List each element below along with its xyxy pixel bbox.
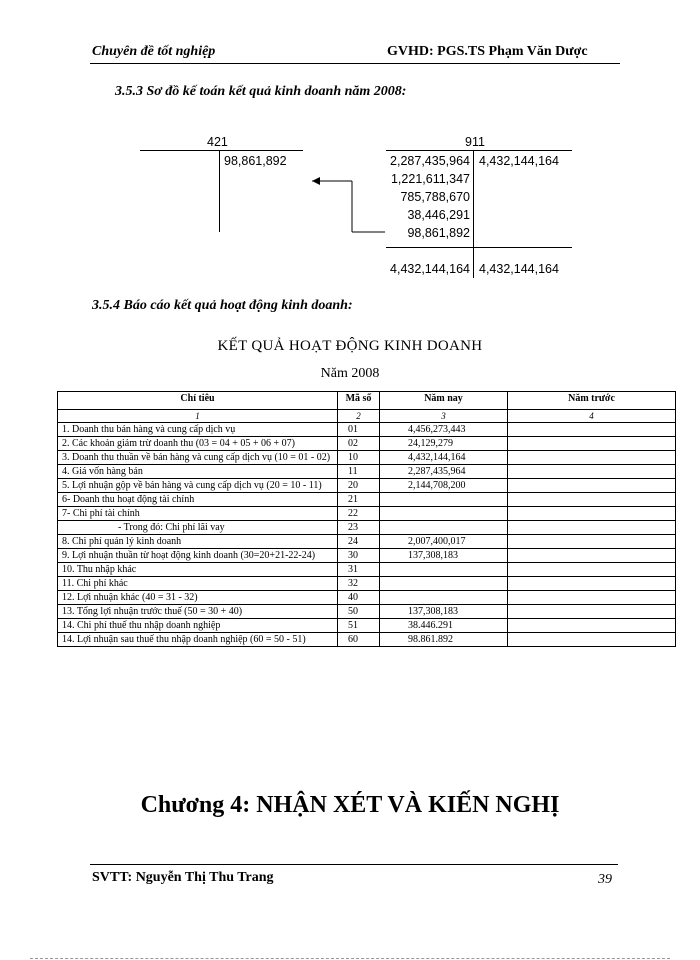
row-prior-year	[508, 633, 676, 647]
table-row	[58, 549, 676, 563]
table-row	[58, 521, 676, 535]
row-prior-year	[508, 465, 676, 479]
account-421-divider	[219, 150, 220, 232]
account-911-debit-total: 4,432,144,164	[390, 262, 470, 276]
col-header-code: Mã số	[338, 392, 380, 410]
row-prior-year	[508, 479, 676, 493]
row-code: 22	[338, 507, 380, 521]
col-header-current-year: Năm nay	[380, 392, 508, 410]
row-item: 14. Lợi nhuận sau thuế thu nhập doanh nghiệp (60 = 50 - 51)	[58, 633, 338, 647]
row-current-year: 38.446.291	[380, 619, 508, 633]
row-current-year: 4,432,144,164	[380, 451, 508, 465]
table-row	[58, 465, 676, 479]
table-row	[58, 493, 676, 507]
col-number: 3	[380, 410, 508, 423]
row-item: 10. Thu nhập khác	[58, 563, 338, 577]
row-item: 9. Lợi nhuận thuần từ hoạt động kinh doanh (30=20+21-22-24)	[58, 549, 338, 563]
row-code: 30	[338, 549, 380, 563]
table-row	[58, 437, 676, 451]
row-prior-year	[508, 577, 676, 591]
table-row	[58, 535, 676, 549]
row-item: 3. Doanh thu thuần về bán hàng và cung cấp dịch vụ (10 = 01 - 02)	[58, 451, 338, 465]
chapter-title: Chương 4: NHẬN XÉT VÀ KIẾN NGHỊ	[140, 792, 560, 818]
account-911-debit-3: 785,788,670	[400, 190, 470, 204]
row-code: 50	[338, 605, 380, 619]
account-421-credit: 98,861,892	[224, 154, 287, 168]
row-code: 60	[338, 633, 380, 647]
row-item: 7- Chi phí tài chính	[58, 507, 338, 521]
row-item: - Trong đó: Chi phí lãi vay	[58, 521, 338, 535]
col-header-prior-year: Năm trước	[508, 392, 676, 410]
section-354-heading: 3.5.4 Báo cáo kết quả hoạt động kinh doanh:	[92, 298, 353, 313]
income-statement-table	[57, 391, 676, 647]
table-row	[58, 479, 676, 493]
row-code: 32	[338, 577, 380, 591]
row-prior-year	[508, 535, 676, 549]
account-911-top-line	[386, 150, 572, 151]
row-code: 31	[338, 563, 380, 577]
table-row	[58, 423, 676, 437]
row-current-year: 137,308,183	[380, 605, 508, 619]
row-prior-year	[508, 521, 676, 535]
row-prior-year	[508, 451, 676, 465]
row-item: 13. Tổng lợi nhuận trước thuế (50 = 30 + 40)	[58, 605, 338, 619]
header-supervisor: GVHD: PGS.TS Phạm Văn Dược	[387, 44, 588, 59]
row-current-year: 137,308,183	[380, 549, 508, 563]
row-current-year	[380, 521, 508, 535]
account-911-debit-2: 1,221,611,347	[390, 172, 470, 186]
row-code: 10	[338, 451, 380, 465]
row-item: 5. Lợi nhuận gộp về bán hàng và cung cấp dịch vụ (20 = 10 - 11)	[58, 479, 338, 493]
account-911-divider	[473, 150, 474, 278]
row-item: 11. Chi phí khác	[58, 577, 338, 591]
row-current-year	[380, 563, 508, 577]
col-number: 2	[338, 410, 380, 423]
row-item: 12. Lợi nhuận khác (40 = 31 - 32)	[58, 591, 338, 605]
row-current-year: 24,129,279	[380, 437, 508, 451]
row-code: 24	[338, 535, 380, 549]
col-header-item: Chỉ tiêu	[58, 392, 338, 410]
account-911-credit-total: 4,432,144,164	[479, 262, 559, 276]
row-item: 4. Giá vốn hàng bán	[58, 465, 338, 479]
row-current-year: 4,456,273,443	[380, 423, 508, 437]
row-code: 21	[338, 493, 380, 507]
page-number: 39	[598, 872, 612, 887]
header-rule	[90, 63, 620, 64]
row-current-year	[380, 493, 508, 507]
report-year: Năm 2008	[320, 366, 380, 381]
row-current-year: 98.861.892	[380, 633, 508, 647]
header-left-title: Chuyên đề tốt nghiệp	[92, 44, 216, 59]
row-code: 23	[338, 521, 380, 535]
page-break-line	[30, 958, 670, 959]
table-row	[58, 563, 676, 577]
row-current-year	[380, 591, 508, 605]
row-current-year: 2,007,400,017	[380, 535, 508, 549]
account-421-label: 421	[207, 135, 228, 149]
account-911-debit-4: 38,446,291	[407, 208, 470, 222]
account-911-label: 911	[465, 135, 485, 149]
section-353-heading: 3.5.3 Sơ đồ kế toán kết quả kinh doanh năm 2008:	[115, 84, 407, 99]
report-title: KẾT QUẢ HOẠT ĐỘNG KINH DOANH	[217, 338, 483, 354]
row-item: 8. Chi phí quản lý kinh doanh	[58, 535, 338, 549]
footer-author: SVTT: Nguyễn Thị Thu Trang	[92, 870, 274, 885]
row-code: 20	[338, 479, 380, 493]
account-911-credit: 4,432,144,164	[479, 154, 559, 168]
row-prior-year	[508, 549, 676, 563]
row-prior-year	[508, 563, 676, 577]
row-current-year	[380, 577, 508, 591]
table-row	[58, 591, 676, 605]
table-row	[58, 577, 676, 591]
table-row	[58, 605, 676, 619]
row-prior-year	[508, 437, 676, 451]
row-item: 6- Doanh thu hoạt động tài chính	[58, 493, 338, 507]
row-current-year: 2,287,435,964	[380, 465, 508, 479]
table-row	[58, 451, 676, 465]
row-prior-year	[508, 591, 676, 605]
table-row	[58, 507, 676, 521]
table-row	[58, 619, 676, 633]
row-prior-year	[508, 605, 676, 619]
col-number: 1	[58, 410, 338, 423]
row-code: 02	[338, 437, 380, 451]
row-prior-year	[508, 507, 676, 521]
row-code: 01	[338, 423, 380, 437]
col-number: 4	[508, 410, 676, 423]
row-item: 2. Các khoản giảm trừ doanh thu (03 = 04 + 05 + 06 + 07)	[58, 437, 338, 451]
footer-rule	[90, 864, 618, 865]
row-prior-year	[508, 423, 676, 437]
row-current-year	[380, 507, 508, 521]
row-code: 11	[338, 465, 380, 479]
row-prior-year	[508, 493, 676, 507]
account-911-debit-1: 2,287,435,964	[390, 154, 470, 168]
row-prior-year	[508, 619, 676, 633]
account-911-debit-5: 98,861,892	[407, 226, 470, 240]
row-code: 40	[338, 591, 380, 605]
row-item: 14. Chi phí thuế thu nhập doanh nghiệp	[58, 619, 338, 633]
row-item: 1. Doanh thu bán hàng và cung cấp dịch vụ	[58, 423, 338, 437]
row-code: 51	[338, 619, 380, 633]
row-current-year: 2,144,708,200	[380, 479, 508, 493]
account-911-total-line	[386, 247, 572, 248]
table-row	[58, 633, 676, 647]
account-421-top-line	[140, 150, 303, 151]
